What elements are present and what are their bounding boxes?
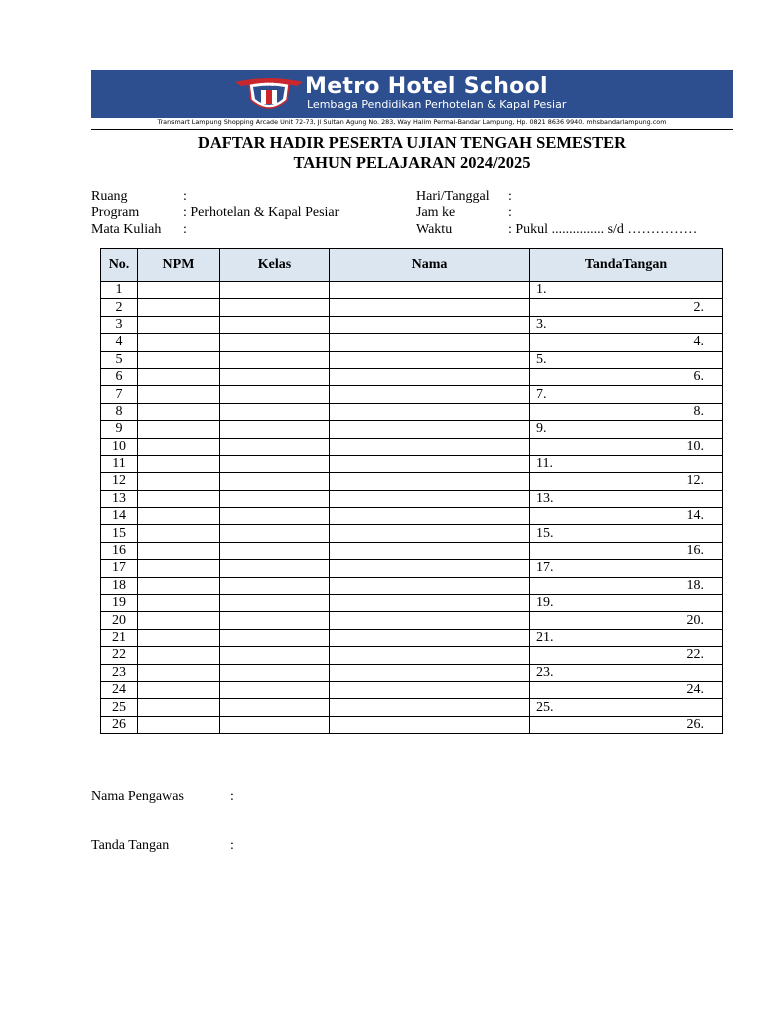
row-number: 13	[101, 490, 138, 507]
kelas-cell[interactable]	[220, 421, 330, 438]
nama-cell[interactable]	[330, 386, 530, 403]
nama-cell[interactable]	[330, 438, 530, 455]
row-number: 15	[101, 525, 138, 542]
npm-cell[interactable]	[138, 438, 220, 455]
row-number: 1	[101, 282, 138, 299]
table-row	[101, 542, 723, 559]
table-row	[101, 334, 723, 351]
table-row	[101, 716, 723, 733]
nama-cell[interactable]	[330, 455, 530, 472]
row-number: 20	[101, 612, 138, 629]
jam-ke-label: Jam ke	[416, 205, 456, 220]
waktu-value: : Pukul ............... s/d ……………	[508, 222, 698, 237]
signature-cell[interactable]: 9.	[530, 421, 723, 438]
brand-name: Metro Hotel School	[305, 74, 548, 99]
kelas-cell[interactable]	[220, 560, 330, 577]
nama-cell[interactable]	[330, 421, 530, 438]
row-number: 9	[101, 421, 138, 438]
row-number: 3	[101, 316, 138, 333]
logo-text: MHS	[264, 82, 274, 87]
kelas-cell[interactable]	[220, 351, 330, 368]
signature-cell[interactable]: 12.	[530, 473, 723, 490]
kelas-cell[interactable]	[220, 612, 330, 629]
kelas-cell[interactable]	[220, 316, 330, 333]
table-row	[101, 525, 723, 542]
document-title: DAFTAR HADIR PESERTA UJIAN TENGAH SEMESTER	[197, 133, 627, 152]
nama-cell[interactable]	[330, 595, 530, 612]
row-number: 14	[101, 508, 138, 525]
signature-cell[interactable]: 6.	[530, 368, 723, 385]
signature-cell[interactable]: 5.	[530, 351, 723, 368]
nama-cell[interactable]	[330, 664, 530, 681]
table-row	[101, 629, 723, 646]
mata-kuliah-value: :	[183, 222, 187, 237]
signature-cell[interactable]: 25.	[530, 699, 723, 716]
row-number: 10	[101, 438, 138, 455]
row-number: 22	[101, 647, 138, 664]
signature-cell[interactable]: 11.	[530, 455, 723, 472]
header-no: No.	[101, 249, 138, 282]
kelas-cell[interactable]	[220, 699, 330, 716]
kelas-cell[interactable]	[220, 542, 330, 559]
table-row	[101, 595, 723, 612]
npm-cell[interactable]	[138, 490, 220, 507]
hari-tanggal-label: Hari/Tanggal	[416, 189, 490, 204]
table-row	[101, 351, 723, 368]
waktu-label: Waktu	[416, 222, 453, 237]
kelas-cell[interactable]	[220, 438, 330, 455]
signature-cell[interactable]: 13.	[530, 490, 723, 507]
signature-cell[interactable]: 23.	[530, 664, 723, 681]
signature-cell[interactable]: 17.	[530, 560, 723, 577]
row-number: 4	[101, 334, 138, 351]
row-number: 12	[101, 473, 138, 490]
nama-cell[interactable]	[330, 490, 530, 507]
npm-cell[interactable]	[138, 542, 220, 559]
kelas-cell[interactable]	[220, 595, 330, 612]
header-nama: Nama	[330, 249, 530, 282]
kelas-cell[interactable]	[220, 368, 330, 385]
table-row	[101, 368, 723, 385]
signature-cell[interactable]: 15.	[530, 525, 723, 542]
header-kelas: Kelas	[220, 249, 330, 282]
table-row	[101, 664, 723, 681]
signature-cell[interactable]: 14.	[530, 508, 723, 525]
nama-cell[interactable]	[330, 282, 530, 299]
signature-cell[interactable]: 10.	[530, 438, 723, 455]
table-row	[101, 299, 723, 316]
kelas-cell[interactable]	[220, 473, 330, 490]
row-number: 5	[101, 351, 138, 368]
kelas-cell[interactable]	[220, 664, 330, 681]
npm-cell[interactable]	[138, 508, 220, 525]
signature-cell[interactable]: 21.	[530, 629, 723, 646]
npm-cell[interactable]	[138, 699, 220, 716]
nama-cell[interactable]	[330, 681, 530, 698]
row-number: 18	[101, 577, 138, 594]
table-row	[101, 282, 723, 299]
kelas-cell[interactable]	[220, 716, 330, 733]
table-row	[101, 473, 723, 490]
kelas-cell[interactable]	[220, 490, 330, 507]
table-row	[101, 386, 723, 403]
npm-cell[interactable]	[138, 282, 220, 299]
kelas-cell[interactable]	[220, 629, 330, 646]
nama-cell[interactable]	[330, 612, 530, 629]
program-value: : Perhotelan & Kapal Pesiar	[183, 205, 340, 220]
row-number: 16	[101, 542, 138, 559]
row-number: 25	[101, 699, 138, 716]
npm-cell[interactable]	[138, 368, 220, 385]
nama-cell[interactable]	[330, 316, 530, 333]
npm-cell[interactable]	[138, 386, 220, 403]
header-npm: NPM	[138, 249, 220, 282]
npm-cell[interactable]	[138, 334, 220, 351]
signature-cell[interactable]: 24.	[530, 681, 723, 698]
table-row	[101, 612, 723, 629]
table-row	[101, 490, 723, 507]
nama-cell[interactable]	[330, 473, 530, 490]
signature-cell[interactable]: 3.	[530, 316, 723, 333]
npm-cell[interactable]	[138, 681, 220, 698]
row-number: 26	[101, 716, 138, 733]
nama-cell[interactable]	[330, 629, 530, 646]
table-row	[101, 577, 723, 594]
npm-cell[interactable]	[138, 664, 220, 681]
row-number: 11	[101, 455, 138, 472]
nama-cell[interactable]	[330, 525, 530, 542]
school-address: Transmart Lampung Shopping Arcade Unit 72-73, Jl Sultan Agung No. 283, Way Halim Permai-Bandar Lampung, Hp. 0821 8636 9940. mhsbandarlampung.com	[157, 118, 667, 126]
jam-ke-value: :	[508, 205, 512, 220]
table-row	[101, 560, 723, 577]
row-number: 19	[101, 595, 138, 612]
row-number: 24	[101, 681, 138, 698]
ruang-label: Ruang	[91, 189, 128, 204]
kelas-cell[interactable]	[220, 334, 330, 351]
kelas-cell[interactable]	[220, 282, 330, 299]
signature-cell[interactable]: 22.	[530, 647, 723, 664]
kelas-cell[interactable]	[220, 299, 330, 316]
table-row	[101, 455, 723, 472]
npm-cell[interactable]	[138, 316, 220, 333]
header-banner	[91, 70, 733, 118]
row-number: 23	[101, 664, 138, 681]
signature-cell[interactable]: 18.	[530, 577, 723, 594]
row-number: 17	[101, 560, 138, 577]
table-header-row	[101, 249, 723, 282]
nama-cell[interactable]	[330, 542, 530, 559]
header-tanda-tangan: TandaTangan	[530, 249, 723, 282]
header-divider	[91, 129, 733, 130]
signature-cell[interactable]: 16.	[530, 542, 723, 559]
nama-cell[interactable]	[330, 351, 530, 368]
npm-cell[interactable]	[138, 612, 220, 629]
kelas-cell[interactable]	[220, 681, 330, 698]
npm-cell[interactable]	[138, 351, 220, 368]
nama-cell[interactable]	[330, 334, 530, 351]
row-number: 7	[101, 386, 138, 403]
npm-cell[interactable]	[138, 299, 220, 316]
attendance-table	[100, 248, 723, 734]
npm-cell[interactable]	[138, 455, 220, 472]
document-subtitle: TAHUN PELAJARAN 2024/2025	[293, 153, 531, 172]
tanda-tangan-label: Tanda Tangan	[91, 838, 170, 853]
npm-cell[interactable]	[138, 629, 220, 646]
nama-cell[interactable]	[330, 560, 530, 577]
signature-cell[interactable]: 20.	[530, 612, 723, 629]
nama-cell[interactable]	[330, 577, 530, 594]
nama-cell[interactable]	[330, 699, 530, 716]
nama-pengawas-label: Nama Pengawas	[91, 789, 184, 804]
table-row	[101, 421, 723, 438]
table-row	[101, 403, 723, 420]
signature-cell[interactable]: 8.	[530, 403, 723, 420]
row-number: 8	[101, 403, 138, 420]
kelas-cell[interactable]	[220, 647, 330, 664]
table-row	[101, 438, 723, 455]
signature-cell[interactable]: 1.	[530, 282, 723, 299]
npm-cell[interactable]	[138, 403, 220, 420]
mata-kuliah-label: Mata Kuliah	[91, 222, 162, 237]
tanda-tangan-colon: :	[230, 838, 234, 853]
kelas-cell[interactable]	[220, 577, 330, 594]
nama-cell[interactable]	[330, 403, 530, 420]
row-number: 21	[101, 629, 138, 646]
signature-cell[interactable]: 7.	[530, 386, 723, 403]
signature-cell[interactable]: 2.	[530, 299, 723, 316]
kelas-cell[interactable]	[220, 525, 330, 542]
table-row	[101, 699, 723, 716]
table-row	[101, 316, 723, 333]
nama-cell[interactable]	[330, 716, 530, 733]
signature-cell[interactable]: 4.	[530, 334, 723, 351]
kelas-cell[interactable]	[220, 508, 330, 525]
kelas-cell[interactable]	[220, 403, 330, 420]
brand-tagline: Lembaga Pendidikan Perhotelan & Kapal Pesiar	[307, 98, 567, 111]
nama-cell[interactable]	[330, 299, 530, 316]
nama-cell[interactable]	[330, 647, 530, 664]
npm-cell[interactable]	[138, 647, 220, 664]
npm-cell[interactable]	[138, 473, 220, 490]
signature-cell[interactable]: 26.	[530, 716, 723, 733]
npm-cell[interactable]	[138, 577, 220, 594]
kelas-cell[interactable]	[220, 455, 330, 472]
nama-pengawas-colon: :	[230, 789, 234, 804]
nama-cell[interactable]	[330, 508, 530, 525]
npm-cell[interactable]	[138, 560, 220, 577]
table-row	[101, 647, 723, 664]
program-label: Program	[91, 205, 140, 220]
ruang-value: :	[183, 189, 187, 204]
npm-cell[interactable]	[138, 595, 220, 612]
school-shield-logo-icon	[231, 76, 307, 112]
npm-cell[interactable]	[138, 716, 220, 733]
table-row	[101, 508, 723, 525]
hari-tanggal-value: :	[508, 189, 512, 204]
row-number: 6	[101, 368, 138, 385]
signature-cell[interactable]: 19.	[530, 595, 723, 612]
table-row	[101, 681, 723, 698]
npm-cell[interactable]	[138, 421, 220, 438]
nama-cell[interactable]	[330, 368, 530, 385]
kelas-cell[interactable]	[220, 386, 330, 403]
row-number: 2	[101, 299, 138, 316]
npm-cell[interactable]	[138, 525, 220, 542]
